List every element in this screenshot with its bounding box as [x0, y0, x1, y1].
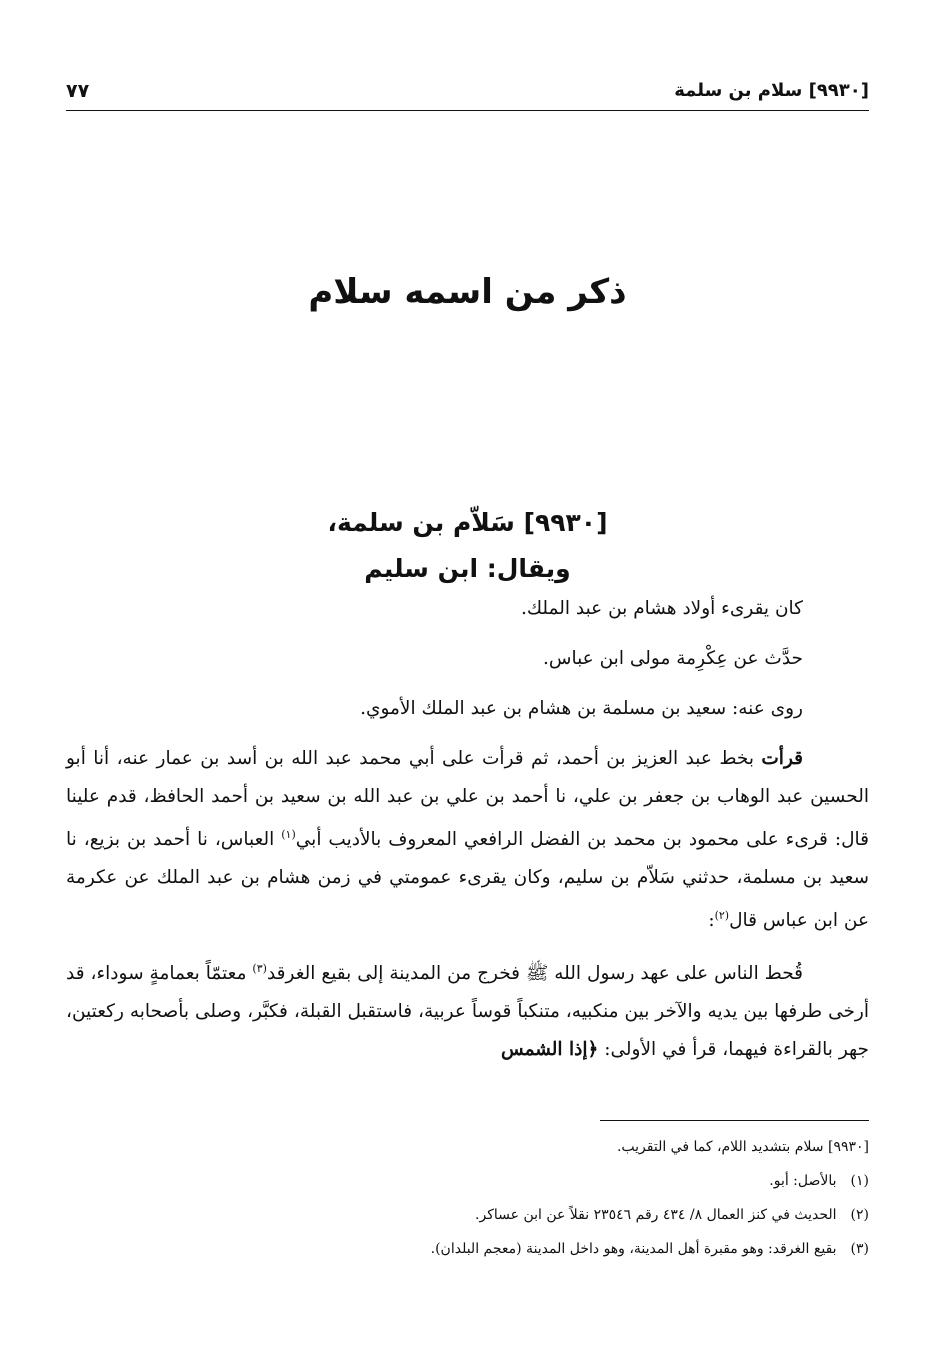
footnote-divider — [600, 1120, 869, 1121]
body-line-2: حدَّث عن عِكْرِمة مولى ابن عباس. — [543, 648, 803, 669]
footnote-number: (٣) — [850, 1241, 869, 1257]
footnote-number: [٩٩٣٠] — [827, 1139, 869, 1155]
paragraph-text-2: العباس، نا أحمد بن بزيع، نا سعيد بن مسلمة، حدثني سَلاّم بن سليم، وكان يقرىء عمومتي في زمن هشام بن عبد الملك عن عكرمة عن ابن عباس قال — [66, 829, 869, 932]
footnote-item — [66, 1130, 869, 1164]
footnote-text: سلام بتشديد اللام، كما في التقريب. — [616, 1139, 824, 1155]
footnote-number: (١) — [850, 1173, 869, 1189]
footnote-ref-1[interactable]: (١) — [281, 828, 296, 841]
footnote-item — [66, 1198, 869, 1232]
footnote-number: (٢) — [850, 1207, 869, 1223]
footnote-text: بالأصل: أبو. — [769, 1173, 837, 1189]
page-number: ٧٧ — [66, 80, 90, 102]
footnote-ref-3[interactable]: (٣) — [252, 962, 267, 976]
quran-quote: ﴿إذا الشمس — [501, 1039, 599, 1061]
paragraph-text-1: بخط عبد العزيز بن أحمد، ثم قرأت على أبي محمد عبد الله بن أسد بن عمار عنه، أنا أبو الحسين عبد الوهاب بن جعفر بن علي، نا أحمد بن علي بن عبد الله بن سعيد بن أحمد الحافظ، قدم علينا قال: قرىء على محمود بن محمد بن الفضل الرافعي المعروف بالأديب أبي — [66, 748, 869, 851]
hadith-text-1: قُحط الناس على عهد رسول الله ﷺ فخرج من المدينة إلى بقيع الغرقد — [266, 963, 803, 985]
body-line-1: كان يقرىء أولاد هشام بن عبد الملك. — [520, 598, 803, 619]
footnote-ref-2[interactable]: (٢) — [714, 909, 730, 923]
chapter-title: ذكر من اسمه سلام — [308, 272, 627, 312]
entry-heading — [0, 500, 935, 592]
paragraph-lead-word: قرأت — [761, 748, 803, 769]
paragraph-colon: : — [708, 910, 715, 932]
footnote-item — [66, 1232, 869, 1266]
hadith-text-2: معتمّاً بعمامةٍ سوداء، قد أرخى طرفها بين يديه والآخر بين منكبيه، متنكباً قوساً عربية، فاستقبل القبلة، فكبَّر، وصلى بأصحابه ركعتين، جهر بالقراءة فيهما، قرأ في الأولى: — [66, 963, 870, 1061]
page-header — [66, 80, 869, 111]
footnote-item — [66, 1164, 869, 1198]
running-title: [٩٩٣٠] سلام بن سلمة — [674, 80, 869, 101]
paragraph-isnad — [66, 740, 869, 940]
entry-heading-line-2: ويقال: ابن سليم — [364, 554, 571, 583]
footnote-text: الحديث في كنز العمال ٨/ ٤٣٤ رقم ٢٣٥٤٦ نقلاً عن ابن عساكر. — [475, 1207, 837, 1223]
body-text — [66, 590, 869, 1079]
footnote-text: بقيع الغرقد: وهو مقبرة أهل المدينة، وهو داخل المدينة (معجم البلدان). — [430, 1241, 837, 1257]
body-line-3: روى عنه: سعيد بن مسلمة بن هشام بن عبد الملك الأموي. — [360, 698, 803, 719]
footnotes — [66, 1130, 869, 1266]
entry-heading-line-1: [٩٩٣٠] سَلاّم بن سلمة، — [327, 508, 608, 537]
paragraph-hadith — [66, 950, 869, 1069]
